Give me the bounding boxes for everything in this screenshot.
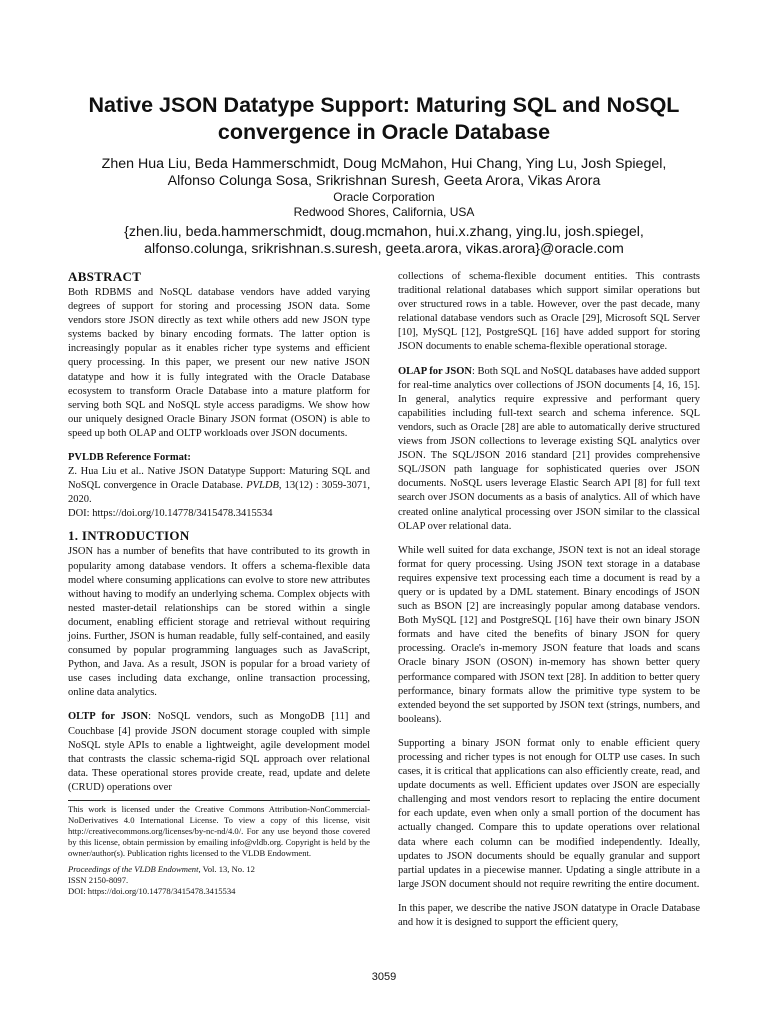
- license-footnote: [68, 804, 370, 897]
- abstract-text: Both RDBMS and NoSQL database vendors have added varying degrees of support for storing and processing JSON data. Some vendors store JSON directly as text while others add new JSON type systems backed by binary encoding formats. The latter option is increasingly popular as it enables richer type systems and efficient query processing. In this paper, we present our new native JSON datatype and how it is fully integrated with the Oracle Database ecosystem to transform Oracle Database into a mature platform for serving both SQL and NoSQL style access paradigms. We show how our uniquely designed Oracle Binary JSON format (OSON) is able to speed up both OLAP and OLTP workloads over JSON documents.: [68, 287, 370, 439]
- right-column: [398, 270, 700, 940]
- introduction-heading: 1. INTRODUCTION: [68, 528, 190, 544]
- author-emails: [40, 224, 728, 257]
- page-number: 3059: [371, 971, 397, 983]
- right-paragraph-5: In this paper, we describe the native JSON datatype in Oracle Database and how it is designed to support the efficient query,: [398, 902, 700, 929]
- right-paragraph-3: While well suited for data exchange, JSON text is not an ideal storage format for query processing. Using JSON text storage in a database requires expensive text processing each time a document is read by a query or is updated by a DML statement. Binary encodings of JSON such as BSON [2] are increasingly popular among database vendors. Both MySQL [12] and PostgreSQL [16] have their own binary JSON formats and have cited the benefits of binary JSON for query processing. Oracle's in-memory JSON feature that loads and scans Oracle binary JSON (OSON) in-memory has shown better query performance compared with JSON text [28]. In addition to better query performance, binary formats allow the primitive type system to be extended beyond the set supported by JSON text (strings, numbers, and booleans).: [398, 544, 700, 725]
- citation-volume: , 13(12) : 3059-3071, 2020.: [68, 480, 370, 506]
- title-line-2: convergence in Oracle Database: [217, 120, 551, 144]
- proceedings-volume: Vol. 13, No. 12: [200, 864, 255, 874]
- author-emails-line-2: alfonso.colunga, srikrishnan.s.suresh, geeta.arora, vikas.arora}@oracle.com: [144, 240, 624, 257]
- intro-paragraph-1: JSON has a number of benefits that have contributed to its growth in popularity among database vendors. It offers a schema-flexible data model where consuming applications can evolve to store new attributes without having to modify an underlying schema. Complex objects with nested master-detail relationships can be stored within a single document, enabling efficient storage and retrieval without requiring joins. Further, JSON is human readable, fully self-contained, and easily consumed by popular programming languages such as JavaScript, Python, and Java. As a result, JSON is popular for a broad variety of use cases including data exchange, online transaction processing, online data analytics.: [68, 546, 370, 699]
- right-paragraph-2: [398, 365, 700, 534]
- author-emails-line-1: {zhen.liu, beda.hammerschmidt, doug.mcmahon, hui.x.zhang, ying.lu, josh.spiegel,: [124, 224, 644, 240]
- paper-title: [40, 92, 728, 146]
- title-line-1: Native JSON Datatype Support: Maturing SQL and NoSQL: [88, 93, 680, 117]
- proceedings-line: [68, 864, 370, 875]
- olap-text: : Both SQL and NoSQL databases have added support for real-time analytics over collections of JSON documents [4, 16, 15]. In general, analytics require expressive and performant query capabilities including full-text search and schema inference. SQL vendors, such as Oracle [28] are able to automatically derive structured views from JSON collections to leverage existing SQL analytics over JSON. The SQL/JSON 2016 standard [21] provides comprehensive SQL/JSON path language for sophisticated queries over JSON documents. NoSQL users leverage Elastic Search API [8] for full text search over JSON documents as a basis of analytics. All of which have created online analytical processing over JSON similar to the classical OLAP over relational data.: [398, 365, 700, 532]
- olap-label: OLAP for JSON: [398, 365, 472, 377]
- author-block: [40, 156, 728, 257]
- reference-format-block: [68, 451, 370, 521]
- citation-text: Z. Hua Liu et al.. Native JSON Datatype Support: Maturing SQL and NoSQL convergence in Oracle Database.: [68, 466, 370, 492]
- footnote-divider: [68, 800, 370, 801]
- intro-paragraph-2: [68, 710, 370, 795]
- author-names-line-1: Zhen Hua Liu, Beda Hammerschmidt, Doug McMahon, Hui Chang, Ying Lu, Josh Spiegel,: [101, 156, 667, 172]
- right-paragraph-4: Supporting a binary JSON format only to enable efficient query processing and richer types is not enough for OLTP use cases. In such cases, it is critical that applications can also efficiently create, read, and update documents as well. Efficient updates over JSON are especially challenging and most vendors resort to replacing the entire document for each update, even when only a small portion of the document has actually changed. Compare this to update operations over relational data where each column can be modified independently. Ideally, updates to JSON documents should be equally granular and support partial updates in a piecewise manner. Updating a single attribute in a large JSON document should not require rewriting the entire document.: [398, 737, 700, 890]
- right-paragraph-1: collections of schema-flexible document entities. This contrasts traditional relational databases which support similar operations but over structured rows in a table. However, over the past decade, many relational database vendors such as Oracle [29], Microsoft SQL Server [10], MySQL [12], PostgreSQL [16] have added support for storing JSON documents to enable schema-flexible operational storage.: [398, 271, 700, 353]
- reference-format-citation: [68, 465, 370, 507]
- reference-doi: DOI: https://doi.org/10.14778/3415478.3415534: [68, 508, 273, 520]
- reference-format-heading: PVLDB Reference Format:: [68, 452, 191, 464]
- license-text: This work is licensed under the Creative Commons Attribution-NonCommercial-NoDerivatives 4.0 International License. To view a copy of this license, visit http://creativecommons.org/licenses/by-nc-nd/4.0/. For any use beyond those covered by this license, obtain permission by emailing info@vldb.org. Copyright is held by the owner/author(s). Publication rights licensed to the VLDB Endowment.: [68, 804, 370, 858]
- author-names-line-2: Alfonso Colunga Sosa, Srikrishnan Suresh, Geeta Arora, Vikas Arora: [167, 173, 601, 189]
- left-column: [68, 268, 370, 805]
- proceedings-title: Proceedings of the VLDB Endowment,: [68, 864, 201, 874]
- footnote-doi: DOI: https://doi.org/10.14778/3415478.3415534: [68, 886, 236, 896]
- issn-line: ISSN 2150-8097.: [68, 875, 129, 885]
- oltp-text: : NoSQL vendors, such as MongoDB [11] and Couchbase [4] provide JSON document storage coupled with simple NoSQL style APIs to enable a lightweight, agile development model that contrasts the classic schema-rigid SQL approach over relational data. These operational stores provide create, read, update and delete (CRUD) operations over: [68, 711, 370, 793]
- author-location: Redwood Shores, California, USA: [293, 204, 475, 219]
- abstract-heading: ABSTRACT: [68, 269, 142, 284]
- author-organization: Oracle Corporation: [333, 190, 435, 204]
- oltp-label: OLTP for JSON: [68, 711, 149, 723]
- citation-journal: PVLDB: [246, 480, 279, 492]
